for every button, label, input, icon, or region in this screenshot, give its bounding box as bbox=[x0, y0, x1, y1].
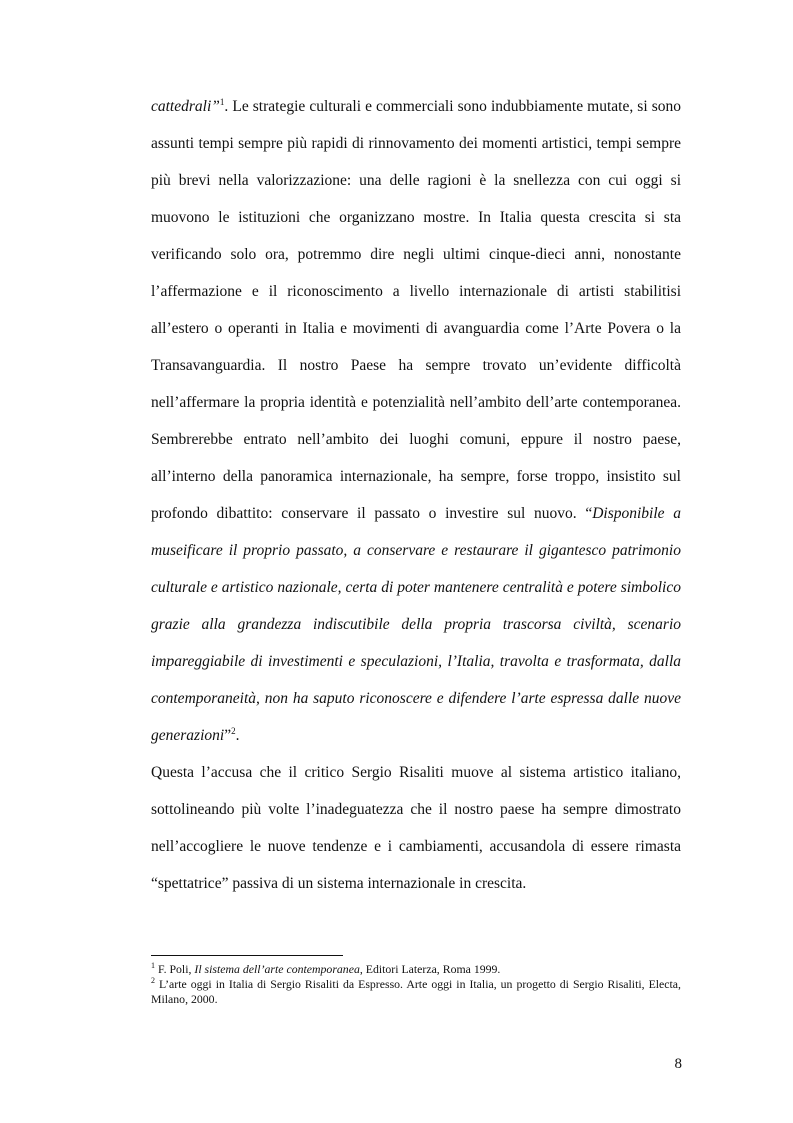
footnote-number: 2 bbox=[151, 976, 155, 986]
footnote-text: L’arte oggi in Italia di Sergio Risaliti da Espresso. Arte oggi in Italia, un progetto di Sergio Risaliti, Electa, Milano, 2000. bbox=[151, 977, 681, 1006]
footnote-text: , Editori Laterza, Roma 1999. bbox=[359, 962, 501, 976]
footnote-number: 1 bbox=[151, 961, 155, 971]
footnote-title: Il sistema dell’arte contemporanea bbox=[194, 962, 360, 976]
footnote-text: F. Poli, bbox=[155, 962, 195, 976]
paragraph-segment: cattedrali” bbox=[151, 98, 220, 115]
paragraph-segment: Questa l’accusa che il critico Sergio Risaliti muove al sistema artistico italiano, sottolineando più volte l’inadeguatezza che il nostro paese ha sempre dimostrato nell’accogliere le nuove tendenze e i cambiamenti, accusandola di essere rimasta “spettatrice” passiva di un sistema internazionale in crescita. bbox=[151, 764, 681, 892]
page-number: 8 bbox=[674, 1056, 682, 1072]
paragraph bbox=[151, 88, 681, 754]
footnote-ref-2: 2 bbox=[231, 725, 236, 736]
footnotes bbox=[151, 962, 681, 1007]
body-text bbox=[151, 88, 681, 902]
quotation: Disponibile a museificare il proprio passato, a conservare e restaurare il gigantesco patrimonio culturale e artistico nazionale, certa di poter mantenere centralità e potere simbolico grazie alla grandezza indiscutibile della propria trascorsa civiltà, scenario impareggiabile di investimenti e speculazioni, l’Italia, travolta e trasformata, dalla contemporaneità, non ha saputo riconoscere e difendere l’arte espressa dalle nuove generazioni bbox=[151, 505, 681, 744]
paragraph-segment: . bbox=[235, 727, 240, 744]
footnote-1 bbox=[151, 962, 681, 977]
footnote-ref-1: 1 bbox=[219, 96, 225, 107]
paragraph bbox=[151, 754, 681, 902]
footnote-separator bbox=[151, 955, 343, 956]
paragraph-segment: . Le strategie culturali e commerciali sono indubbiamente mutate, si sono assunti tempi sempre più rapidi di rinnovamento dei momenti artistici, tempi sempre più brevi nella valorizzazione: una delle ragioni è la snellezza con cui oggi si muovono le istituzioni che organizzano mostre. In Italia questa crescita si sta verificando solo ora, potremmo dire negli ultimi cinque-dieci anni, nonostante l’affermazione e il riconoscimento a livello internazionale di artisti stabilitisi all’estero o operanti in Italia e movimenti di avanguardia come l’Arte Povera o la Transavanguardia. Il nostro Paese ha sempre trovato un’evidente difficoltà nell’affermare la propria identità e potenzialità nell’ambito dell’arte contemporanea. Sembrerebbe entrato nell’ambito dei luoghi comuni, eppure il nostro paese, all’interno della panoramica internazionale, ha sempre, forse troppo, insistito sul profondo dibattito: conservare il passato o investire sul nuovo. “ bbox=[151, 98, 681, 522]
footnote-2 bbox=[151, 977, 681, 1007]
paragraph-segment: ” bbox=[224, 727, 232, 744]
